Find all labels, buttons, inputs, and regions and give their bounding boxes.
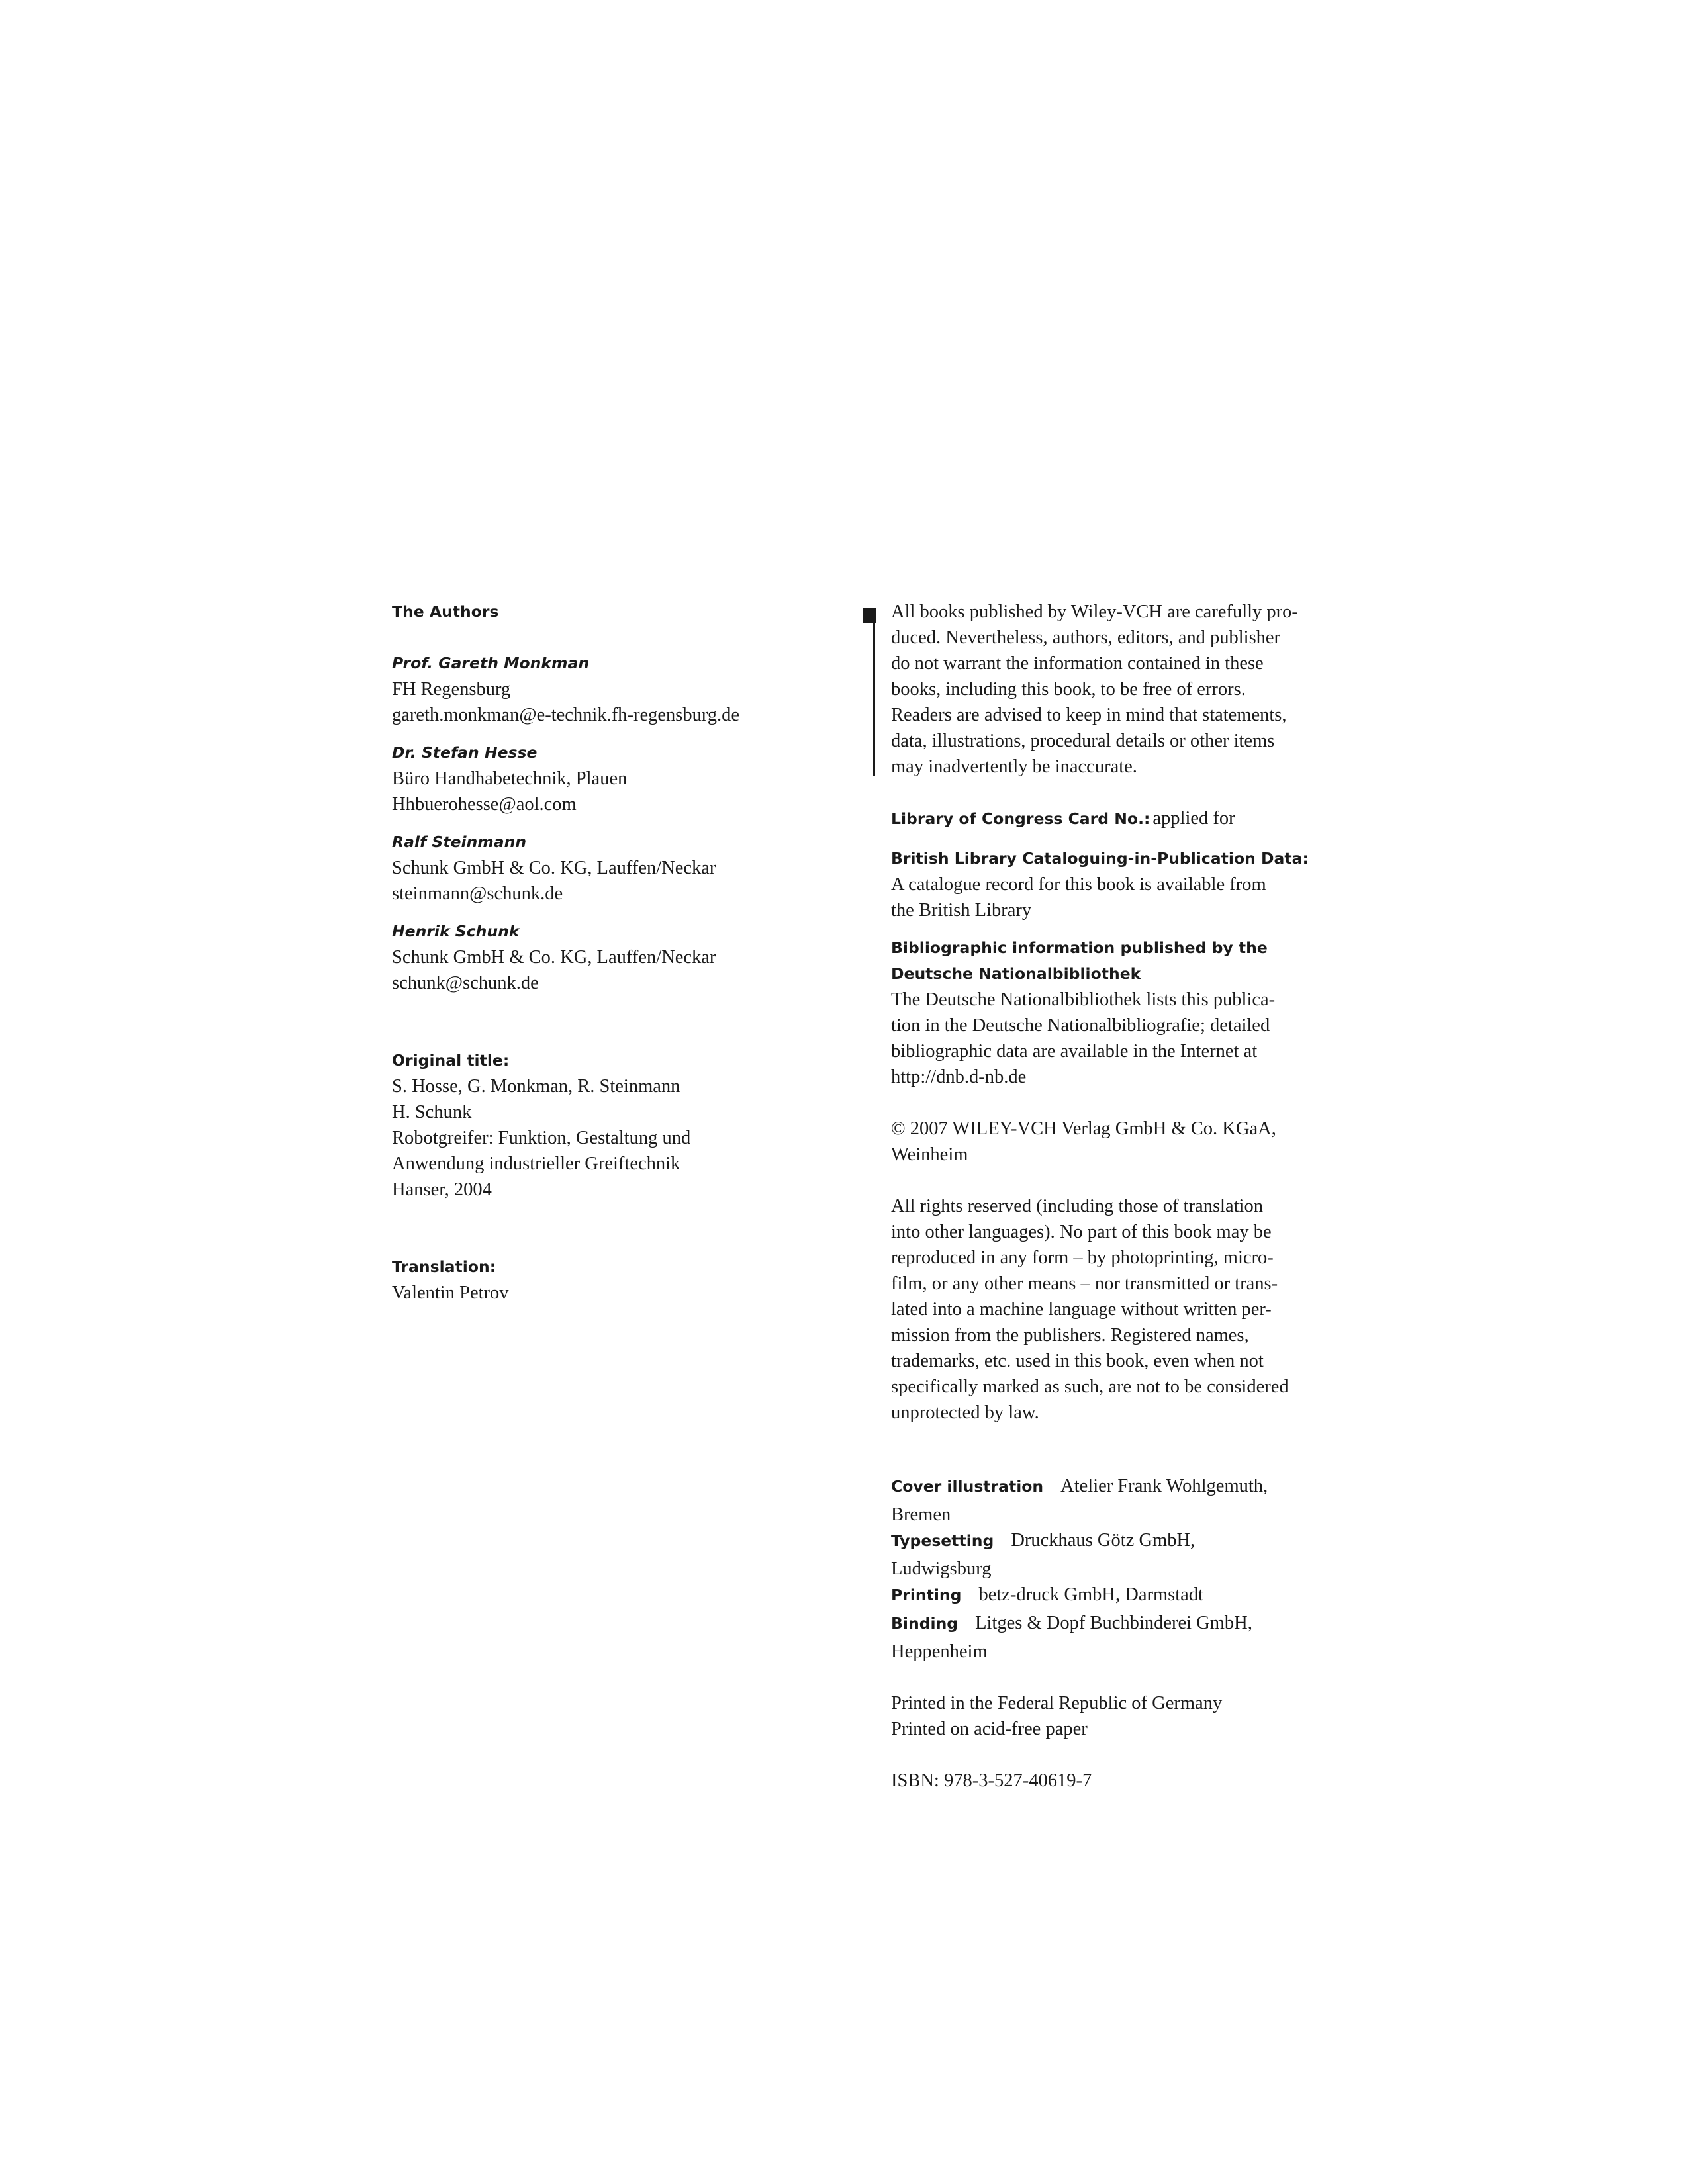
original-title-line: Anwendung industrieller Greiftechnik [392, 1154, 680, 1174]
copyright-line: © 2007 WILEY-VCH Verlag GmbH & Co. KGaA, [891, 1118, 1276, 1139]
typesetting-value: Druckhaus Götz GmbH, [1011, 1530, 1196, 1551]
vertical-rule [873, 623, 875, 776]
author-name: Prof. Gareth Monkman [392, 654, 590, 672]
disclaimer-block [891, 599, 1328, 780]
original-title-heading: Original title: [392, 1051, 510, 1069]
translator-name: Valentin Petrov [392, 1283, 509, 1303]
rights-block [891, 1193, 1328, 1426]
printed-line: Printed on acid-free paper [891, 1719, 1088, 1739]
dnb-block [891, 935, 1328, 1090]
disclaimer-line: data, illustrations, procedural details or other items [891, 731, 1275, 751]
disclaimer-line: do not warrant the information contained in these [891, 653, 1264, 674]
rights-line: reproduced in any form – by photoprinting, micro- [891, 1248, 1274, 1268]
original-title-block [392, 1048, 816, 1203]
author-name: Ralf Steinmann [392, 833, 527, 851]
printing-label: Printing [891, 1586, 962, 1604]
translation-heading: Translation: [392, 1257, 496, 1276]
original-title-line: S. Hosse, G. Monkman, R. Steinmann [392, 1076, 680, 1097]
binding-value: Litges & Dopf Buchbinderei GmbH, [975, 1613, 1252, 1633]
cover-label: Cover illustration [891, 1477, 1044, 1496]
rights-line: into other languages). No part of this book may be [891, 1222, 1272, 1242]
printed-line: Printed in the Federal Republic of Germany [891, 1693, 1223, 1713]
cover-value-cont: Bremen [891, 1504, 951, 1525]
british-library-heading: British Library Cataloguing-in-Publication Data: [891, 849, 1309, 868]
disclaimer-line: duced. Nevertheless, authors, editors, and publisher [891, 627, 1281, 648]
author-name: Henrik Schunk [392, 922, 520, 940]
author-affiliation: FH Regensburg [392, 679, 511, 700]
printing-value: betz-druck GmbH, Darmstadt [978, 1584, 1203, 1605]
author-block [392, 829, 816, 907]
loc-card-label: Library of Congress Card No.: [891, 809, 1150, 828]
original-title-line: Robotgreifer: Funktion, Gestaltung und [392, 1128, 691, 1148]
isbn: ISBN: 978-3-527-40619-7 [891, 1770, 1092, 1791]
authors-column [392, 599, 816, 1306]
production-binding [891, 1610, 1328, 1639]
author-block [392, 740, 816, 817]
production-block [891, 1473, 1328, 1664]
author-email: gareth.monkman@e-technik.fh-regensburg.de [392, 705, 740, 725]
typesetting-value-cont: Ludwigsburg [891, 1559, 992, 1579]
dnb-url: http://dnb.d-nb.de [891, 1067, 1027, 1087]
production-cover [891, 1473, 1328, 1502]
printed-block [891, 1690, 1328, 1742]
disclaimer-line: Readers are advised to keep in mind that statements, [891, 705, 1287, 725]
disclaimer-line: books, including this book, to be free of errors. [891, 679, 1246, 700]
author-affiliation: Schunk GmbH & Co. KG, Lauffen/Neckar [392, 858, 716, 878]
dnb-line: The Deutsche Nationalbibliothek lists this publica- [891, 989, 1276, 1010]
original-title-line: H. Schunk [392, 1102, 472, 1122]
author-block [392, 651, 816, 728]
typesetting-label: Typesetting [891, 1531, 994, 1550]
production-printing [891, 1582, 1328, 1610]
rights-line: specifically marked as such, are not to be considered [891, 1377, 1289, 1397]
loc-card-value: applied for [1152, 808, 1235, 829]
binding-label: Binding [891, 1614, 959, 1633]
author-email: steinmann@schunk.de [392, 884, 563, 904]
rights-line: trademarks, etc. used in this book, even when not [891, 1351, 1264, 1371]
loc-card-line [891, 805, 1328, 834]
author-affiliation: Büro Handhabetechnik, Plauen [392, 768, 628, 789]
british-library-line: A catalogue record for this book is available from [891, 874, 1266, 895]
translation-block [392, 1254, 816, 1306]
disclaimer-line: All books published by Wiley-VCH are carefully pro- [891, 602, 1298, 622]
section-marker [863, 608, 876, 623]
rights-line: film, or any other means – nor transmitted or trans- [891, 1273, 1278, 1294]
copyright-line: Weinheim [891, 1144, 968, 1165]
author-affiliation: Schunk GmbH & Co. KG, Lauffen/Neckar [392, 947, 716, 968]
binding-value-cont: Heppenheim [891, 1641, 988, 1662]
cover-value: Atelier Frank Wohlgemuth, [1060, 1476, 1268, 1496]
production-typesetting [891, 1527, 1328, 1556]
author-email: Hhbuerohesse@aol.com [392, 794, 577, 815]
original-title-line: Hanser, 2004 [392, 1179, 492, 1200]
authors-heading: The Authors [392, 602, 499, 621]
rights-line: mission from the publishers. Registered names, [891, 1325, 1249, 1345]
disclaimer-line: may inadvertently be inaccurate. [891, 756, 1137, 777]
dnb-heading: Deutsche Nationalbibliothek [891, 964, 1141, 983]
dnb-heading: Bibliographic information published by the [891, 938, 1268, 957]
british-library-line: the British Library [891, 900, 1032, 921]
copyright-block [891, 1116, 1328, 1167]
dnb-line: tion in the Deutsche Nationalbibliografie; detailed [891, 1015, 1270, 1036]
rights-line: All rights reserved (including those of translation [891, 1196, 1263, 1216]
rights-line: unprotected by law. [891, 1402, 1039, 1423]
british-library-block [891, 846, 1328, 923]
author-block [392, 919, 816, 996]
author-email: schunk@schunk.de [392, 973, 539, 993]
dnb-line: bibliographic data are available in the Internet at [891, 1041, 1258, 1062]
imprint-column [891, 599, 1328, 1794]
author-name: Dr. Stefan Hesse [392, 743, 538, 762]
rights-line: lated into a machine language without written per- [891, 1299, 1272, 1320]
